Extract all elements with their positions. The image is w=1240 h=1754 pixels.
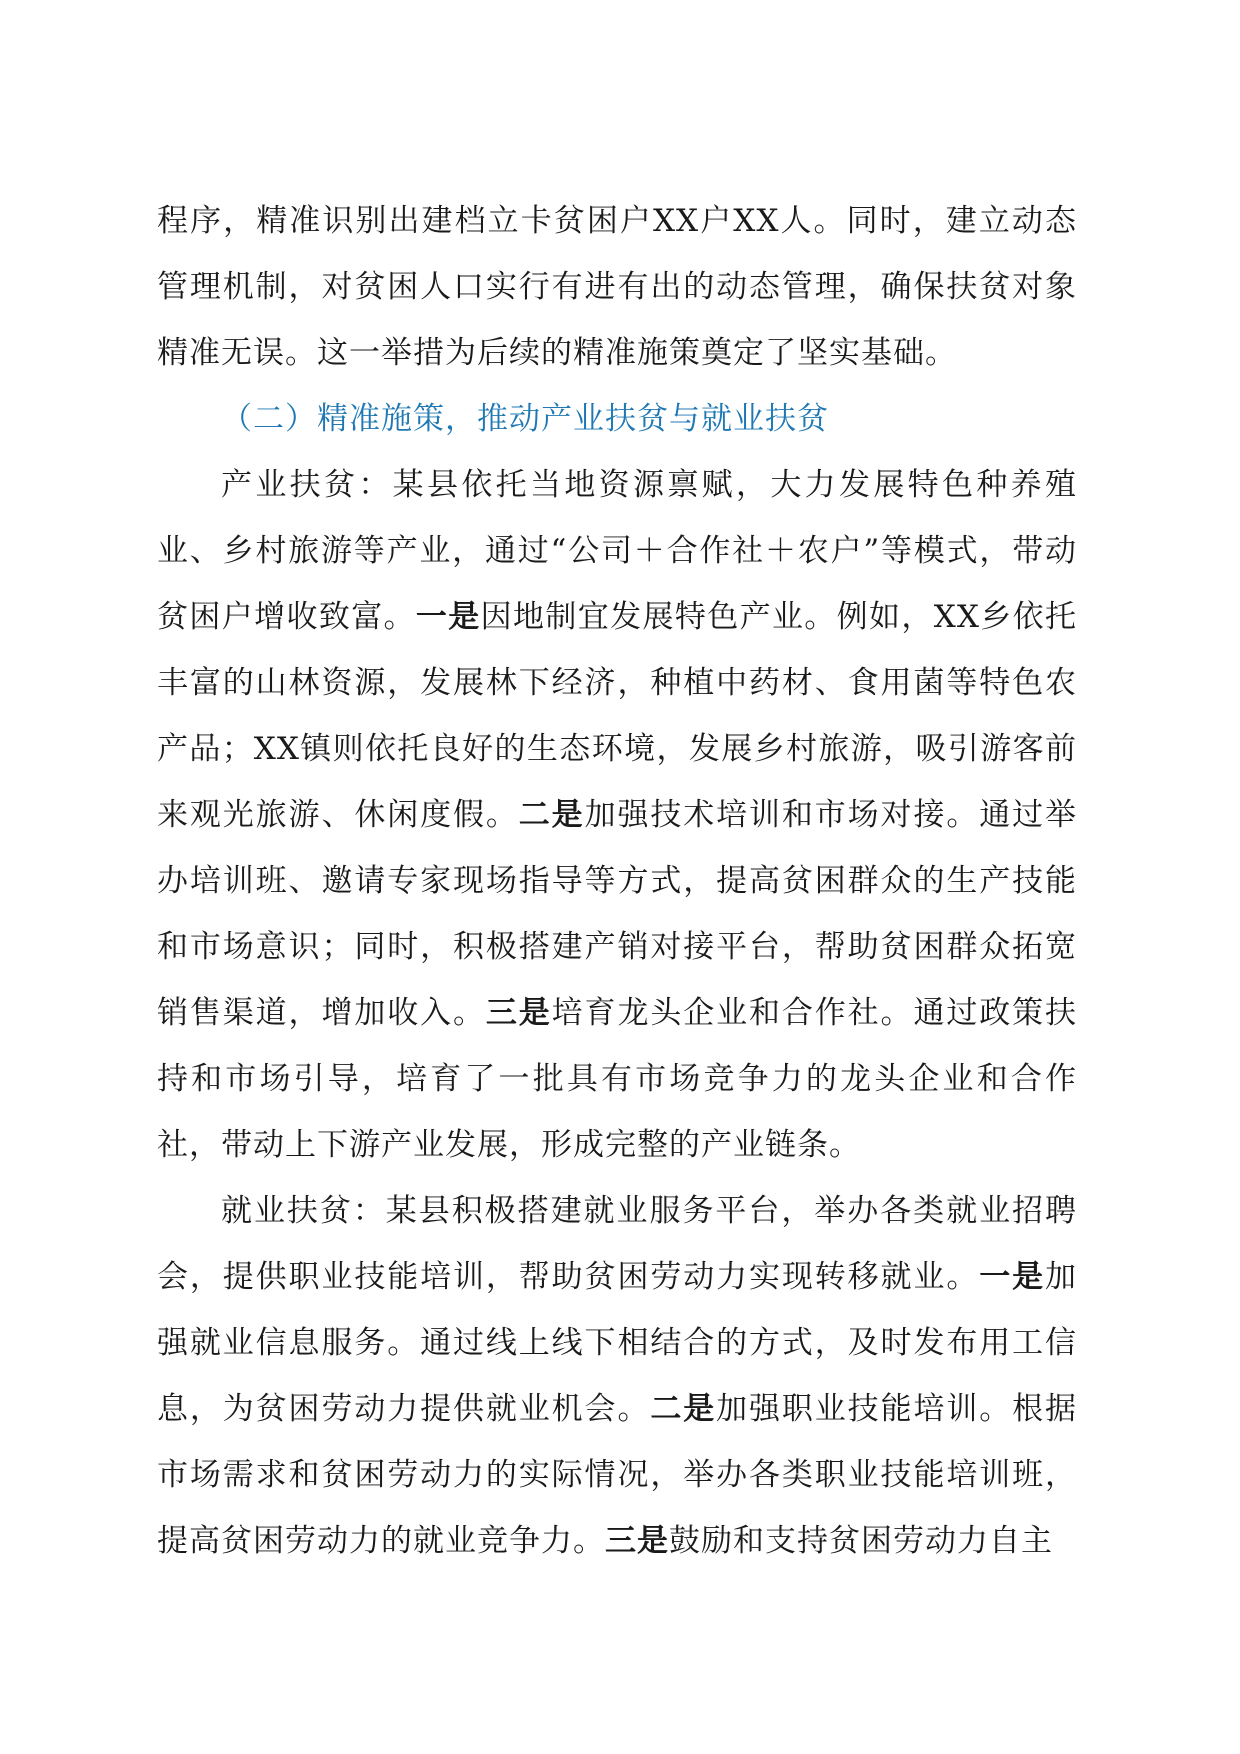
point-label-3: 三是 <box>485 995 552 1031</box>
section-heading-text: （二）精准施策，推动产业扶贫与就业扶贫 <box>221 401 829 437</box>
document-page <box>157 188 1077 1574</box>
point-label-3: 三是 <box>605 1523 669 1559</box>
point-text-3: 培育龙头企业和合作社。通过政策扶持和市场引导，培育了一批具有市场竞争力的龙头企业和合作社，带动上下游产业发展，形成完整的产业链条。 <box>157 995 1078 1163</box>
point-label-1: 一是 <box>979 1259 1046 1295</box>
paragraph-industry-poverty <box>157 452 1077 1178</box>
point-text-2: 加强技术培训和市场对接。通过举办培训班、邀请专家现场指导等方式，提高贫困群众的生产技能和市场意识；同时，积极搭建产销对接平台，帮助贫困群众拓宽销售渠道，增加收入。 <box>157 797 1078 1031</box>
paragraph-intro: 就业扶贫：某县积极搭建就业服务平台，举办各类就业招聘会，提供职业技能培训，帮助贫困劳动力实现转移就业。 <box>157 1193 1077 1295</box>
point-text-1: 加强就业信息服务。通过线上线下相结合的方式，及时发布用工信息，为贫困劳动力提供就业机会。 <box>157 1259 1078 1427</box>
paragraph-text: 程序，精准识别出建档立卡贫困户XX户XX人。同时，建立动态管理机制，对贫困人口实行有进有出的动态管理，确保扶贫对象精准无误。这一举措为后续的精准施策奠定了坚实基础。 <box>157 203 1077 371</box>
paragraph-employment-poverty <box>157 1178 1077 1574</box>
paragraph-intro: 产业扶贫：某县依托当地资源禀赋，大力发展特色种养殖业、乡村旅游等产业，通过“公司＋合作社＋农户”等模式，带动贫困户增收致富。 <box>157 467 1077 635</box>
paragraph-identification <box>157 188 1077 386</box>
section-heading <box>157 386 1077 452</box>
point-text-2: 加强职业技能培训。根据市场需求和贫困劳动力的实际情况，举办各类职业技能培训班，提高贫困劳动力的就业竞争力。 <box>157 1391 1078 1559</box>
point-text-3: 鼓励和支持贫困劳动力自主 <box>669 1523 1053 1559</box>
point-label-2: 二是 <box>650 1391 717 1427</box>
point-text-1: 因地制宜发展特色产业。例如，XX乡依托丰富的山林资源，发展林下经济，种植中药材、食用菌等特色农产品；XX镇则依托良好的生态环境，发展乡村旅游，吸引游客前来观光旅游、休闲度假。 <box>157 599 1078 833</box>
point-label-1: 一是 <box>415 599 481 635</box>
point-label-2: 二是 <box>518 797 585 833</box>
